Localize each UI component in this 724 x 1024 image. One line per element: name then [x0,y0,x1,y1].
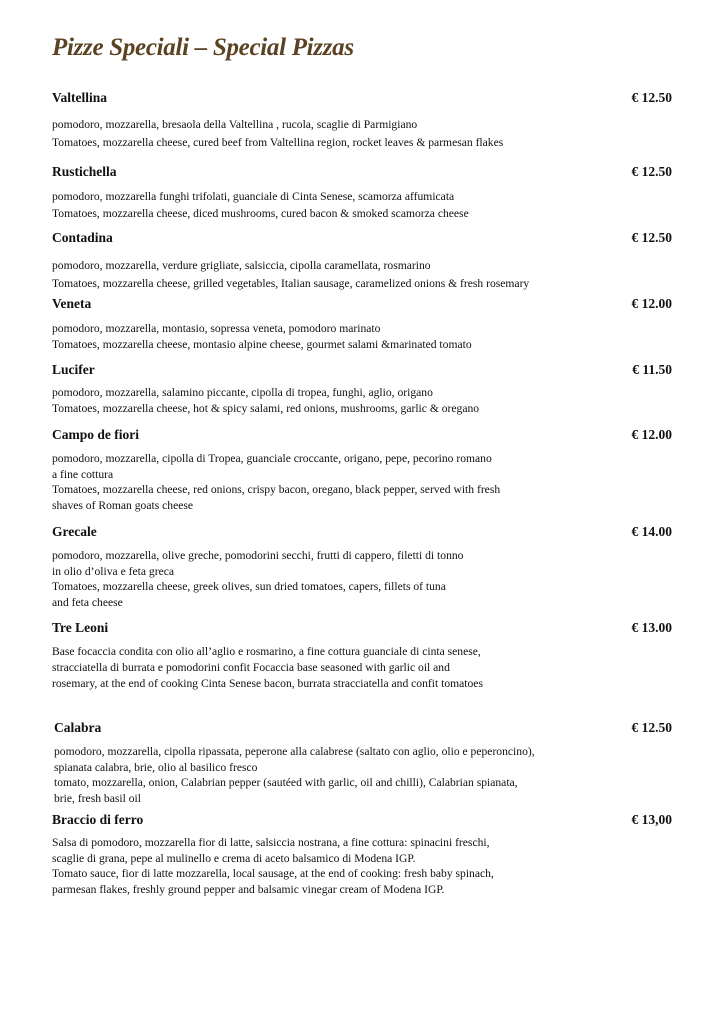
item-description [52,548,672,610]
item-description [54,744,672,806]
menu-item [54,720,672,806]
description-line: pomodoro, mozzarella, salamino piccante, cipolla di tropea, funghi, aglio, origano [52,386,433,399]
item-description [52,644,672,692]
item-price: € 12.50 [631,90,672,105]
item-name: Veneta [52,296,92,311]
description-line: pomodoro, mozzarella, cipolla di Tropea, guanciale croccante, origano, pepe, pecorino romano [52,452,492,465]
item-price: € 12.00 [631,296,672,311]
description-line: pomodoro, mozzarella funghi trifolati, guanciale di Cinta Senese, scamorza affumicata [52,190,455,203]
description-line: brie, fresh basil oil [54,791,141,805]
menu-item [52,90,672,152]
description-line: pomodoro, mozzarella, montasio, sopressa veneta, pomodoro marinato [52,322,381,335]
description-line: Tomatoes, mozzarella cheese, montasio alpine cheese, gourmet salami &marinated tomato [52,338,472,351]
description-line: Tomatoes, mozzarella cheese, cured beef from Valtellina region, rocket leaves & parmesan flakes [52,136,504,149]
description-line: Tomatoes, mozzarella cheese, greek olives, sun dried tomatoes, capers, fillets of tuna [52,580,446,594]
page-title: Pizze Speciali – Special Pizzas [52,34,354,61]
item-description [52,835,672,897]
description-line: Tomatoes, mozzarella cheese, grilled vegetables, Italian sausage, caramelized onions & fresh rosemary [52,277,530,290]
menu-item [52,812,672,897]
description-line: pomodoro, mozzarella, olive greche, pomodorini secchi, frutti di cappero, filetti di tonno [52,549,464,562]
item-description [52,116,672,152]
item-price: € 12.50 [631,720,672,735]
description-line: stracciatella di burrata e pomodorini confit Focaccia base seasoned with garlic oil and [52,661,450,674]
item-name: Grecale [52,524,97,539]
item-name: Rustichella [52,164,117,179]
item-price: € 12.50 [631,230,672,245]
description-line: Base focaccia condita con olio all’aglio e rosmarino, a fine cottura guanciale di cinta senese, [52,645,481,658]
description-line: pomodoro, mozzarella, cipolla ripassata, peperone alla calabrese (saltato con aglio, olio e peperoncino), [54,745,535,758]
menu-item [52,362,672,417]
description-line: Tomato sauce, fior di latte mozzarella, local sausage, at the end of cooking: fresh baby spinach, [52,867,494,881]
item-price: € 14.00 [631,524,672,539]
item-name: Braccio di ferro [52,812,144,827]
description-line: and feta cheese [52,595,123,609]
item-price: € 11.50 [632,362,672,377]
item-description [52,451,672,513]
item-name: Campo de fiori [52,427,139,442]
description-line: Tomatoes, mozzarella cheese, hot & spicy salami, red onions, mushrooms, garlic & oregano [52,402,480,415]
description-line: pomodoro, mozzarella, verdure grigliate, salsiccia, cipolla caramellata, rosmarino [52,259,431,272]
item-description [52,385,672,417]
description-line: Tomatoes, mozzarella cheese, diced mushrooms, cured bacon & smoked scamorza cheese [52,207,469,220]
item-description [52,321,672,353]
description-line: parmesan flakes, freshly ground pepper and balsamic vinegar cream of Modena IGP. [52,882,445,896]
item-price: € 12.00 [631,427,672,442]
item-name: Lucifer [52,362,95,377]
item-name: Tre Leoni [52,620,109,635]
menu-item [52,164,672,222]
description-line: spianata calabra, brie, olio al basilico fresco [54,760,258,774]
item-description [52,188,672,222]
item-price: € 12.50 [631,164,672,179]
description-line: tomato, mozzarella, onion, Calabrian pepper (sautéed with garlic, oil and chilli), Calabrian spianata, [54,776,518,790]
menu-item [52,620,672,692]
description-line: rosemary, at the end of cooking Cinta Senese bacon, burrata stracciatella and confit tomatoes [52,677,483,690]
item-name: Calabra [54,720,102,735]
description-line: shaves of Roman goats cheese [52,498,194,512]
description-line: pomodoro, mozzarella, bresaola della Valtellina , rucola, scaglie di Parmigiano [52,118,418,131]
item-price: € 13.00 [631,620,672,635]
description-line: a fine cottura [52,467,114,481]
menu-item [52,296,672,353]
menu-item [52,524,672,610]
item-description [52,257,672,293]
item-price: € 13,00 [631,812,672,827]
item-name: Contadina [52,230,113,245]
description-line: Tomatoes, mozzarella cheese, red onions, crispy bacon, oregano, black pepper, served with fresh [52,483,501,497]
description-line: scaglie di grana, pepe al mulinello e crema di aceto balsamico di Modena IGP. [52,851,416,865]
item-name: Valtellina [52,90,108,105]
description-line: in olio d’oliva e feta greca [52,564,175,578]
menu-item [52,427,672,513]
menu-item [52,230,672,293]
description-line: Salsa di pomodoro, mozzarella fior di latte, salsiccia nostrana, a fine cottura: spinacini freschi, [52,836,490,849]
